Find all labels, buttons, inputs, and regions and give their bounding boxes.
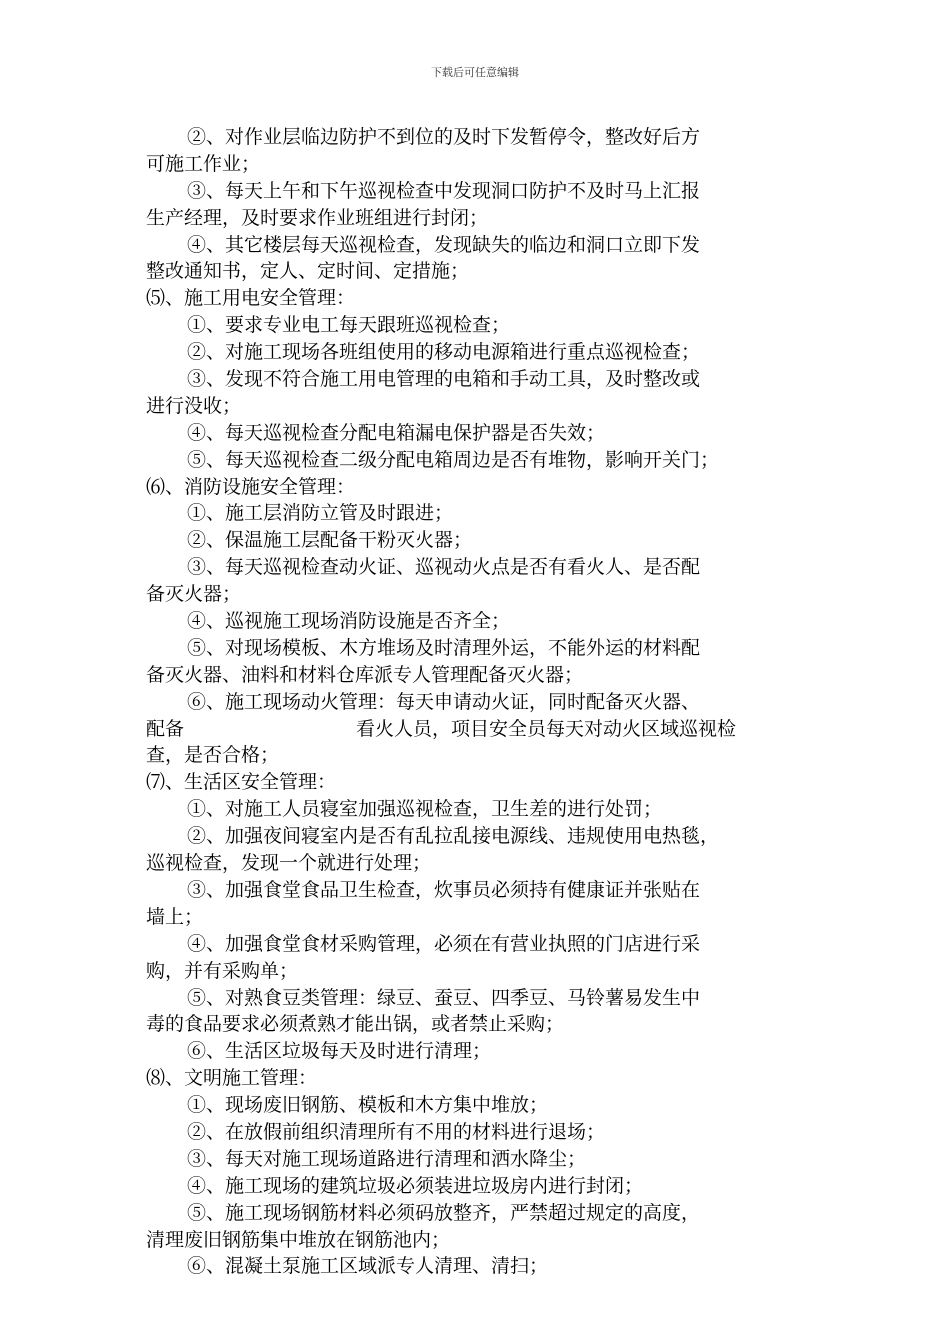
line-text: ⑹、消防设施安全管理： <box>146 475 356 498</box>
text-line <box>146 1227 806 1254</box>
line-text: ④、巡视施工现场消防设施是否齐全； <box>187 610 511 633</box>
text-line <box>146 689 806 716</box>
line-text: ①、要求专业电工每天跟班巡视检查； <box>187 314 511 337</box>
line-text: 毒的食品要求必须煮熟才能出锅，或者禁止采购； <box>146 1013 565 1036</box>
line-text: 可施工作业； <box>146 152 261 175</box>
line-text: 备灭火器； <box>146 583 242 606</box>
text-line <box>146 232 806 259</box>
text-line <box>146 796 806 823</box>
line-text: ⑤、对现场模板、木方堆场及时清理外运，不能外运的材料配 <box>187 636 701 659</box>
line-text: ⑸、施工用电安全管理： <box>146 287 356 310</box>
document-body <box>146 124 806 1280</box>
text-line <box>146 931 806 958</box>
line-text: 备灭火器、油料和材料仓库派专人管理配备灭火器； <box>146 663 584 686</box>
text-line <box>146 716 806 743</box>
text-line <box>146 258 806 285</box>
line-text: ②、加强夜间寝室内是否有乱拉乱接电源线、违规使用电热毯， <box>187 825 720 848</box>
line-text: ④、加强食堂食材采购管理，必须在有营业执照的门店进行采 <box>187 932 701 955</box>
line-text: ②、对施工现场各班组使用的移动电源箱进行重点巡视检查； <box>187 341 701 364</box>
line-text: 巡视检查，发现一个就进行处理； <box>146 852 432 875</box>
line-text: ①、现场废旧钢筋、模板和木方集中堆放； <box>187 1094 549 1117</box>
text-line <box>146 474 806 501</box>
text-line <box>146 151 806 178</box>
text-line <box>146 554 806 581</box>
text-line <box>146 850 806 877</box>
text-line <box>146 366 806 393</box>
text-line <box>146 635 806 662</box>
text-line <box>146 285 806 312</box>
line-text: 进行没收； <box>146 394 242 417</box>
text-line <box>146 1173 806 1200</box>
text-line <box>146 527 806 554</box>
page-header: 下载后可任意编辑 <box>431 66 519 79</box>
text-line <box>146 877 806 904</box>
text-line <box>146 769 806 796</box>
text-line <box>146 581 806 608</box>
line-text: ②、对作业层临边防护不到位的及时下发暂停令，整改好后方 <box>187 126 701 148</box>
text-line <box>146 339 806 366</box>
text-line <box>146 1038 806 1065</box>
line-text: 墙上； <box>146 905 204 928</box>
line-text: 查，是否合格； <box>146 744 280 767</box>
line-text: ②、保温施工层配备干粉灭火器； <box>187 529 473 552</box>
line-text: ⑥、施工现场动火管理：每天申请动火证，同时配备灭火器、 <box>187 690 701 713</box>
line-text: ⑤、对熟食豆类管理：绿豆、蚕豆、四季豆、马铃薯易发生中 <box>187 986 701 1009</box>
line-text: ①、施工层消防立管及时跟进； <box>187 502 454 525</box>
line-text-continued: 看火人员，项目安全员每天对动火区域巡视检 <box>356 717 737 740</box>
line-text: ①、对施工人员寝室加强巡视检查，卫生差的进行处罚； <box>187 798 663 821</box>
text-line <box>146 1065 806 1092</box>
line-text: ④、每天巡视检查分配电箱漏电保护器是否失效； <box>187 421 606 444</box>
text-line <box>146 178 806 205</box>
line-text: ⑥、生活区垃圾每天及时进行清理； <box>187 1040 492 1063</box>
text-line <box>146 985 806 1012</box>
line-text: 生产经理，及时要求作业班组进行封闭； <box>146 206 489 229</box>
line-text: ③、发现不符合施工用电管理的电箱和手动工具，及时整改或 <box>187 368 701 391</box>
text-line <box>146 904 806 931</box>
text-line <box>146 608 806 635</box>
line-text: 清理废旧钢筋集中堆放在钢筋池内； <box>146 1228 451 1251</box>
text-line <box>146 1092 806 1119</box>
text-line <box>146 742 806 769</box>
text-line <box>146 1253 806 1280</box>
line-text: ③、加强食堂食品卫生检查，炊事员必须持有健康证并张贴在 <box>187 878 701 901</box>
line-text: ④、其它楼层每天巡视检查，发现缺失的临边和洞口立即下发 <box>187 233 701 256</box>
line-text: ⑺、生活区安全管理： <box>146 771 337 794</box>
text-line <box>146 447 806 474</box>
text-line <box>146 500 806 527</box>
line-text: ⑤、每天巡视检查二级分配电箱周边是否有堆物，影响开关门； <box>187 448 720 471</box>
text-line <box>146 393 806 420</box>
line-text: ⑤、施工现场钢筋材料必须码放整齐，严禁超过规定的高度， <box>187 1201 701 1224</box>
line-text: ⑥、混凝土泵施工区域派专人清理、清扫； <box>187 1255 549 1278</box>
text-line <box>146 1011 806 1038</box>
line-text: ⑻、文明施工管理： <box>146 1067 318 1090</box>
text-line <box>146 662 806 689</box>
line-text: ②、在放假前组织清理所有不用的材料进行退场； <box>187 1120 606 1143</box>
text-line <box>146 420 806 447</box>
line-text: ③、每天对施工现场道路进行清理和洒水降尘； <box>187 1147 587 1170</box>
line-text: ④、施工现场的建筑垃圾必须装进垃圾房内进行封闭； <box>187 1174 644 1197</box>
text-line <box>146 205 806 232</box>
line-text: 购，并有采购单； <box>146 959 299 982</box>
text-line <box>146 1146 806 1173</box>
line-text: ③、每天巡视检查动火证、巡视动火点是否有看火人、是否配 <box>187 556 701 579</box>
text-line <box>146 124 806 151</box>
text-line <box>146 823 806 850</box>
line-text: ③、每天上午和下午巡视检查中发现洞口防护不及时马上汇报 <box>187 179 701 202</box>
text-line <box>146 1200 806 1227</box>
text-line <box>146 958 806 985</box>
line-text: 配备 <box>146 717 185 740</box>
text-line <box>146 1119 806 1146</box>
line-text: 整改通知书，定人、定时间、定措施； <box>146 260 470 283</box>
text-line <box>146 312 806 339</box>
